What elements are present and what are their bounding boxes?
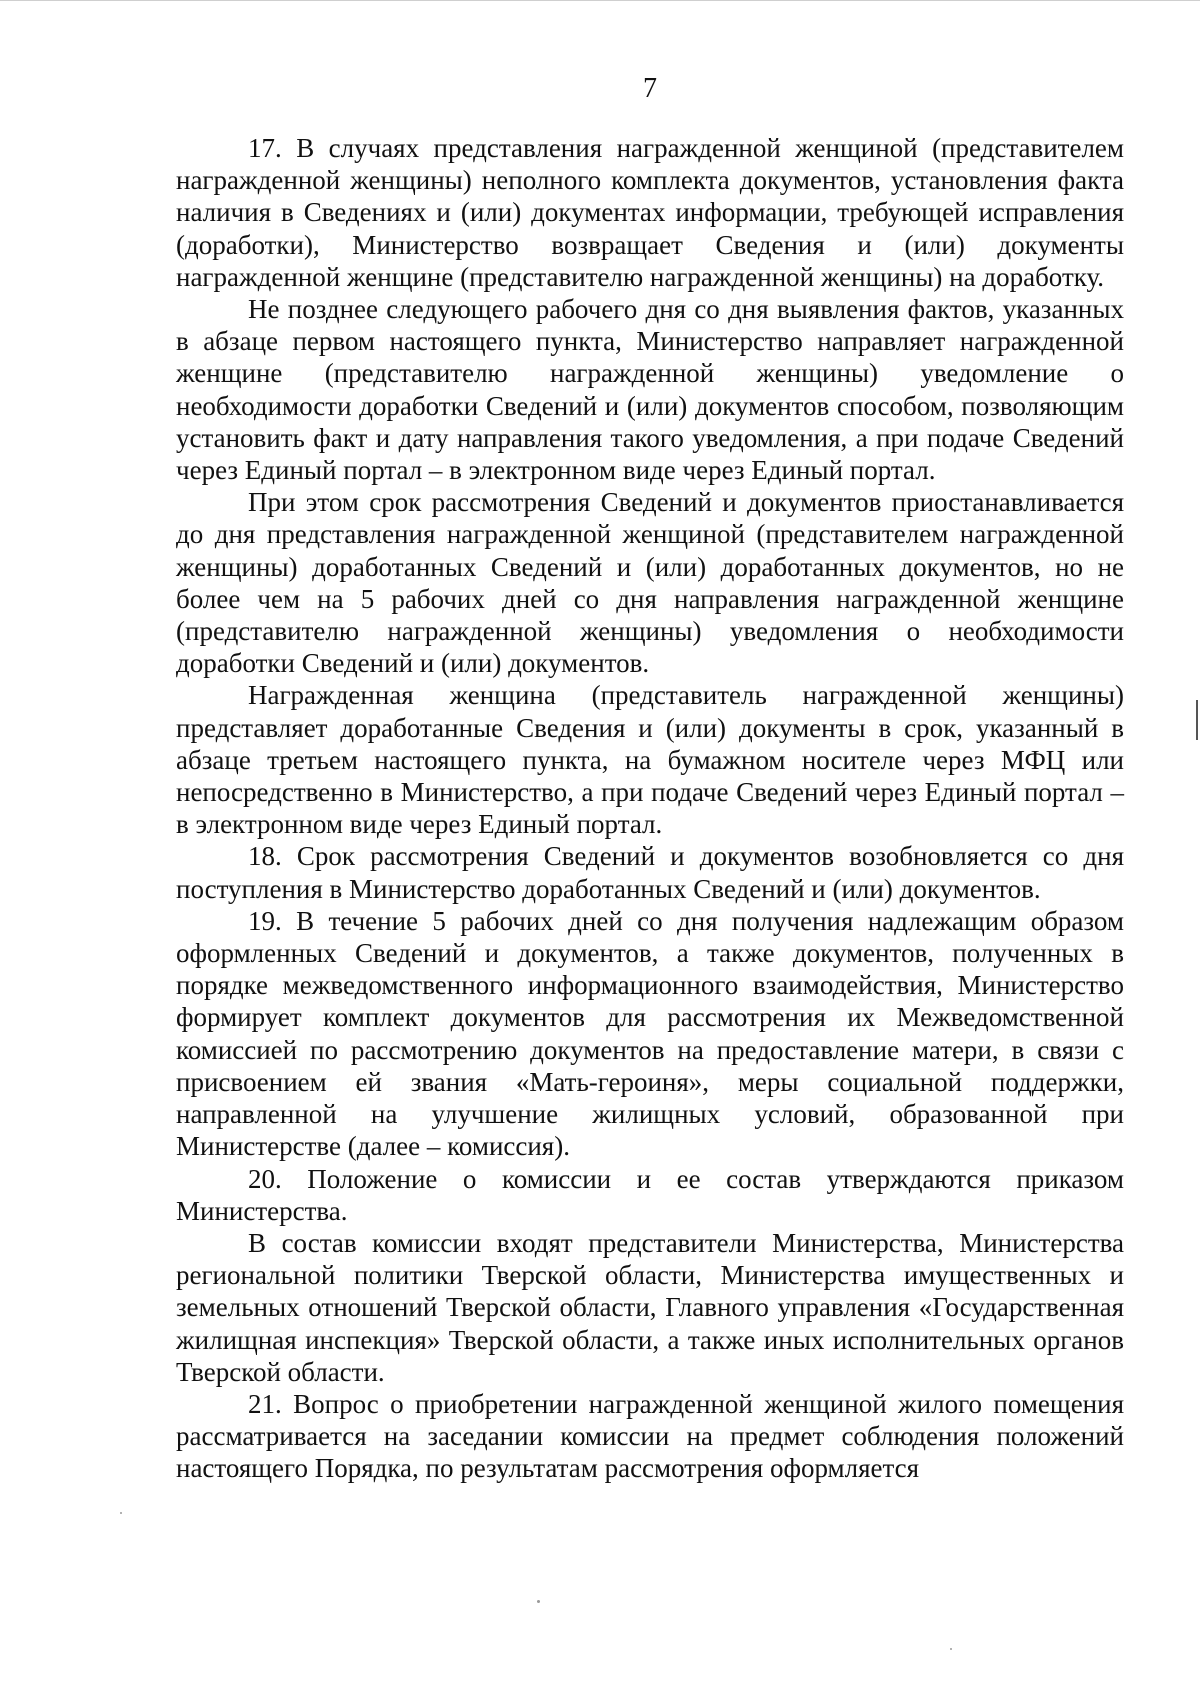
paragraph-18: 18. Срок рассмотрения Сведений и документов возобновляется со дня поступления в Министерство доработанных Сведений и (или) документов. (176, 841, 1124, 904)
scan-edge-mark (1196, 700, 1198, 740)
paragraph-19: 19. В течение 5 рабочих дней со дня получения надлежащим образом оформленных Сведений и документов, а также документов, полученных в порядке межведомственного информационного взаимодействия, Министерство формирует комплект документов для рассмотрения их Межведомственной комиссией по рассмотрению документов на предоставление матери, в связи с присвоением ей звания «Мать-героиня», меры социальной поддержки, направленной на улучшение жилищных условий, образованной при Министерстве (далее – комиссия). (176, 905, 1124, 1162)
paragraph-20-second: В состав комиссии входят представители Министерства, Министерства региональной политики Тверской области, Министерства имущественных и земельных отношений Тверской области, Главного управления «Государственная жилищная инспекция» Тверской области, а также иных исполнительных органов Тверской области. (176, 1227, 1124, 1387)
paragraph-17-fourth: Награжденная женщина (представитель награжденной женщины) представляет доработанные Сведения и (или) документы в срок, указанный в абзаце третьем настоящего пункта, на бумажном носителе через МФЦ или непосредственно в Министерство, а при подаче Сведений через Единый портал – в электронном виде через Единый портал. (176, 680, 1124, 840)
paragraph-17: 17. В случаях представления награжденной женщиной (представителем награжденной женщины) неполного комплекта документов, установления факта наличия в Сведениях и (или) документах информации, требующей исправления (доработки), Министерство возвращает Сведения и (или) документы награжденной женщине (представителю награжденной женщины) на доработку. (176, 133, 1124, 292)
scan-speck (537, 1600, 540, 1603)
scan-speck (120, 1512, 122, 1514)
page-top-edge (0, 0, 1200, 1)
paragraph-21: 21. Вопрос о приобретении награжденной женщиной жилого помещения рассматривается на заседании комиссии на предмет соблюдения положений настоящего Порядка, по результатам рассмотрения оформляется (176, 1388, 1124, 1484)
page-number: 7 (643, 73, 657, 104)
paragraph-17-third: При этом срок рассмотрения Сведений и документов приостанавливается до дня представления награжденной женщиной (представителем награжденной женщины) доработанных Сведений и (или) доработанных документов, но не более чем на 5 рабочих дней со дня направления награжденной женщине (представителю награжденной женщины) уведомления о необходимости доработки Сведений и (или) документов. (176, 487, 1124, 679)
paragraph-17-second: Не позднее следующего рабочего дня со дня выявления фактов, указанных в абзаце первом настоящего пункта, Министерство направляет награжденной женщине (представителю награжденной женщины) уведомление о необходимости доработки Сведений и (или) документов способом, позволяющим установить факт и дату направления такого уведомления, а при подаче Сведений через Единый портал – в электронном виде через Единый портал. (176, 294, 1124, 486)
paragraph-20: 20. Положение о комиссии и ее состав утверждаются приказом Министерства. (176, 1163, 1124, 1226)
scan-speck (950, 1648, 952, 1650)
document-body (176, 132, 1124, 1485)
